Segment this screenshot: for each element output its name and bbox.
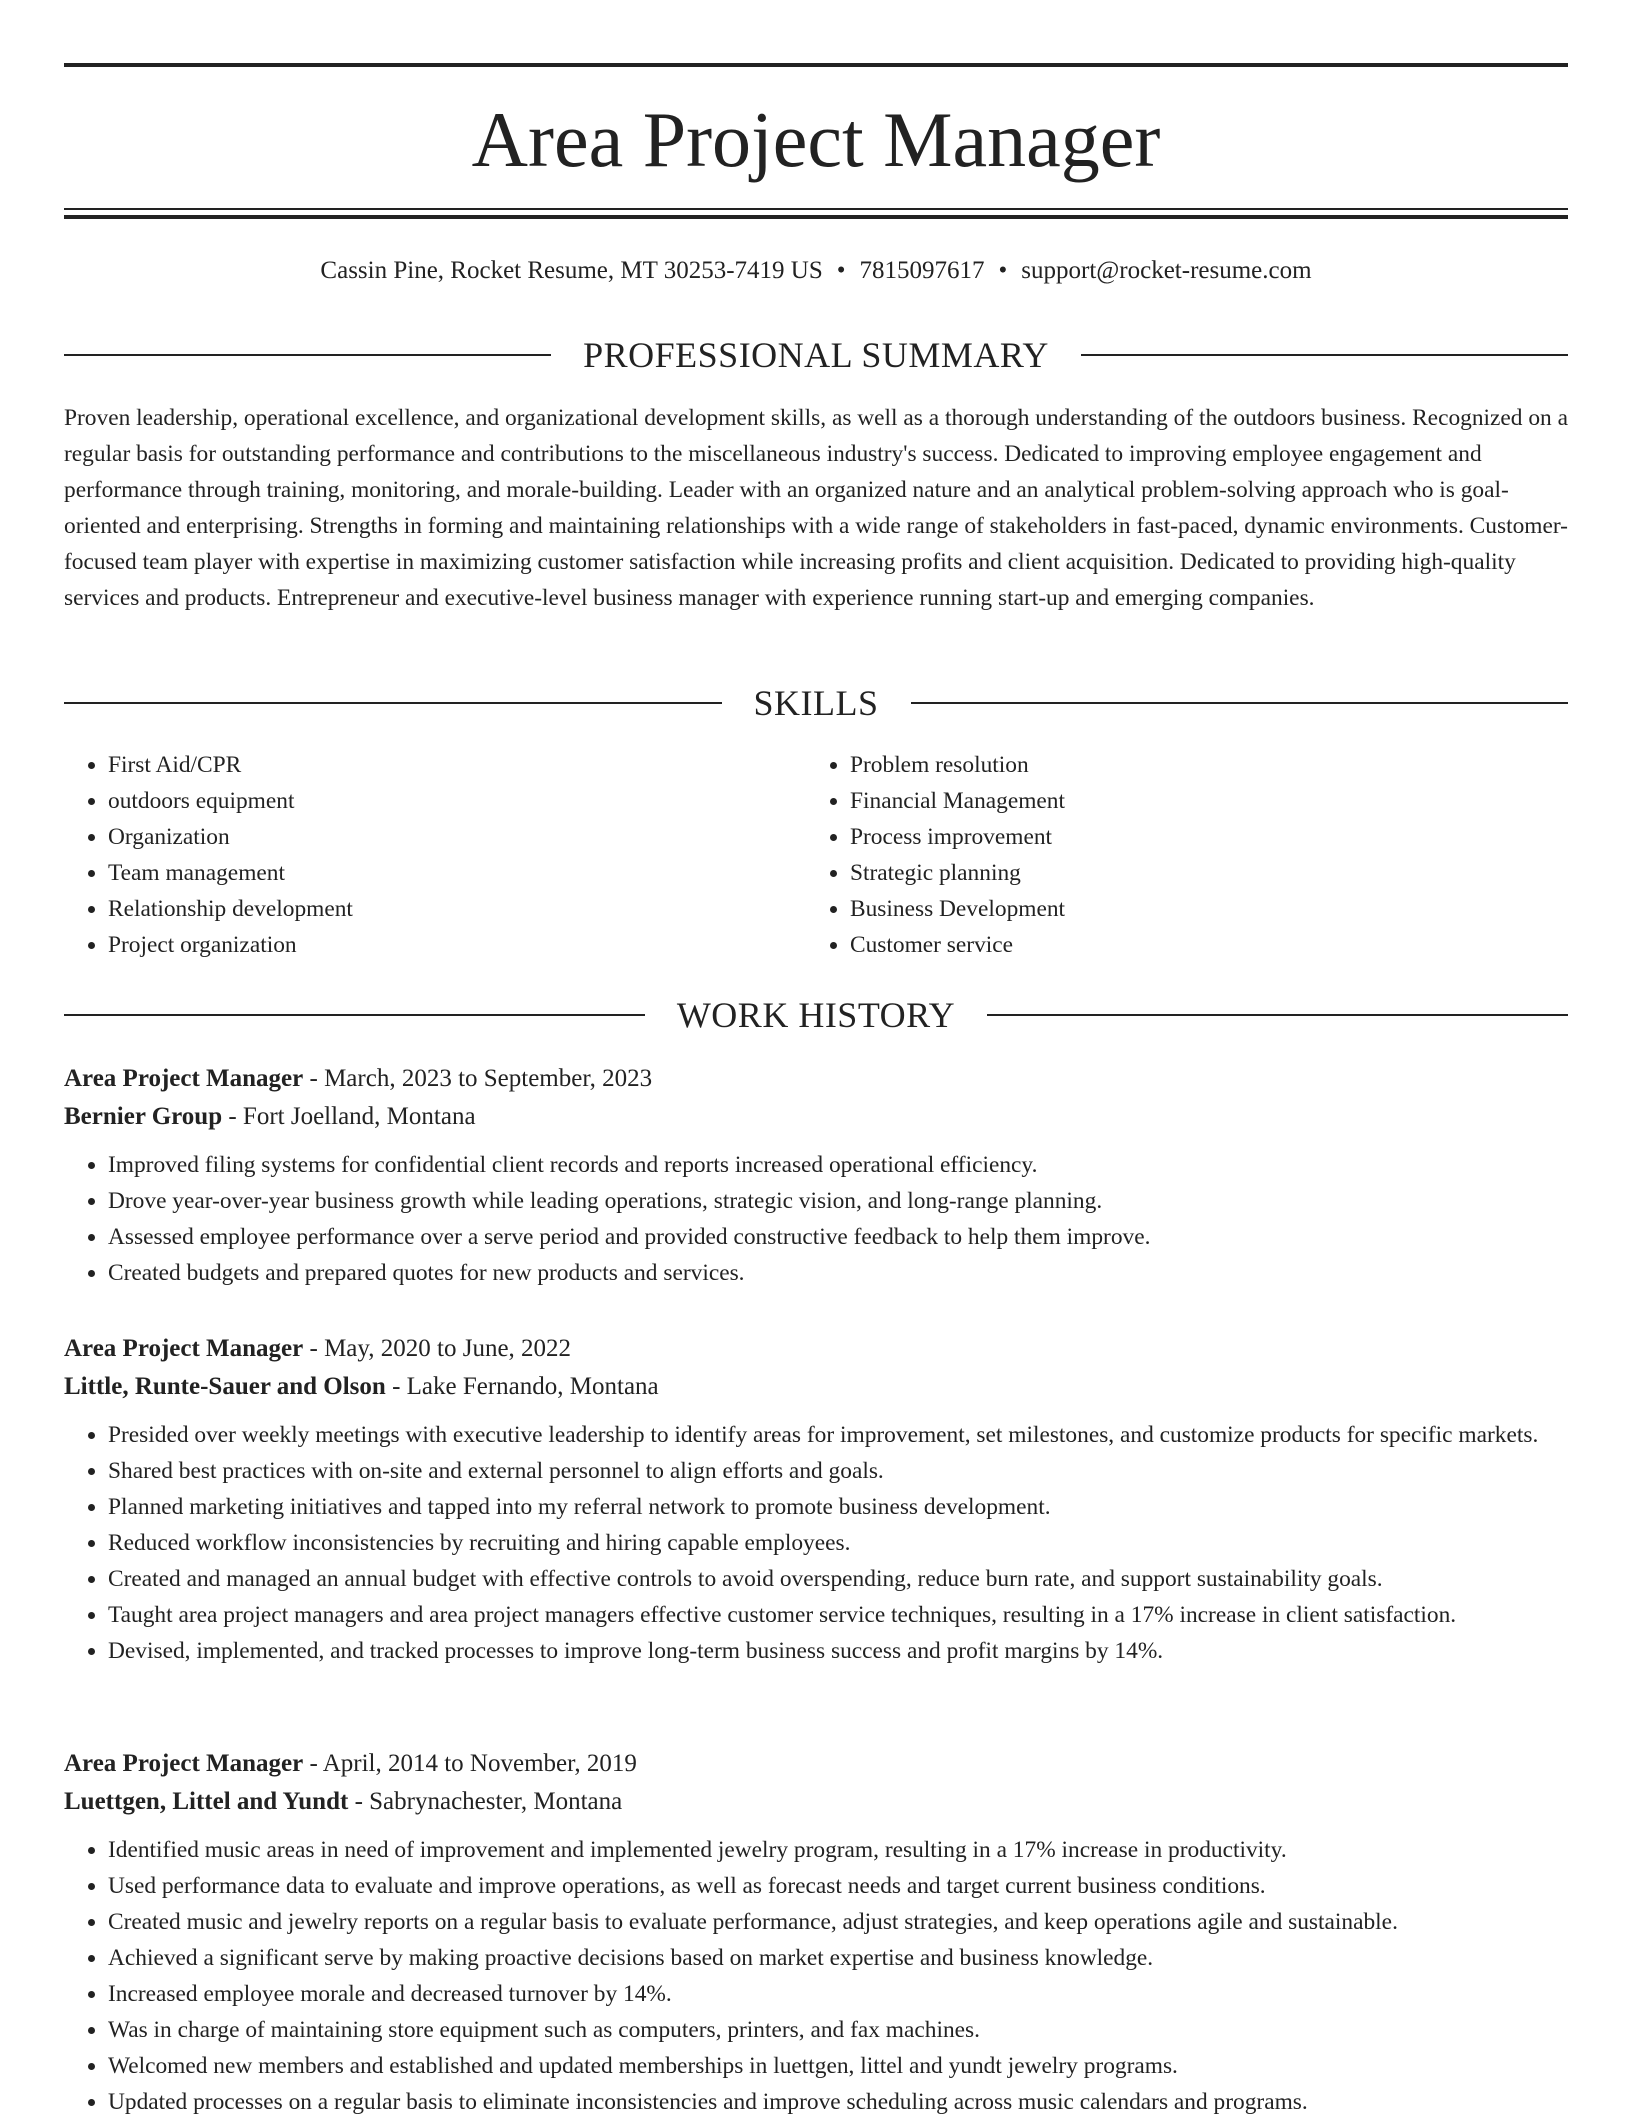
job-bullet: • Drove year-over-year business growth while leading operations, strategic vision, and long-range planning. [108,1183,1568,1219]
job-title-line [64,1330,1568,1368]
section-heading-label: SKILLS [753,683,879,723]
job-bullet: • Updated processes on a regular basis to eliminate inconsistencies and improve scheduling across music calendars and programs. [108,2084,1568,2120]
job-location: - Fort Joelland, Montana [222,1103,476,1130]
job-bullet: • Created music and jewelry reports on a regular basis to evaluate performance, adjust strategies, and keep operations agile and sustainable. [108,1904,1568,1940]
job-entry [64,1060,1568,1291]
skills-column-right [806,747,1568,963]
job-bullet: • Improved filing systems for confidential client records and reports increased operational efficiency. [108,1147,1568,1183]
job-location: - Sabrynachester, Montana [348,1788,623,1815]
job-bullets [64,1417,1568,1669]
top-rule [64,63,1568,67]
skills-column-left [64,747,804,963]
skills-list-left [64,747,804,963]
job-company: Little, Runte-Sauer and Olson [64,1373,386,1400]
contact-separator: • [998,257,1008,284]
skill-item: • Process improvement [850,819,1568,855]
job-location: - Lake Fernando, Montana [385,1373,659,1400]
job-entry [64,1330,1568,1669]
job-company-line [64,1783,1568,1821]
heading-rule-left [64,1014,645,1016]
contact-email: support@rocket-resume.com [1021,257,1312,284]
contact-phone: 7815097617 [859,257,985,284]
job-dates: - May, 2020 to June, 2022 [303,1335,572,1362]
job-title-line [64,1745,1568,1783]
job-title: Area Project Manager [64,1750,304,1777]
job-bullets [64,1147,1568,1291]
job-bullet: • Was in charge of maintaining store equipment such as computers, printers, and fax machines. [108,2012,1568,2048]
job-bullet: • Taught area project managers and area project managers effective customer service techniques, resulting in a 17% increase in client satisfaction. [108,1597,1568,1633]
title-rule-thin [64,208,1568,210]
job-title-line [64,1060,1568,1098]
section-heading-label: WORK HISTORY [676,995,956,1035]
skill-item: • Financial Management [850,783,1568,819]
job-bullet: • Shared best practices with on-site and external personnel to align efforts and goals. [108,1453,1568,1489]
job-bullet: • Devised, implemented, and tracked processes to improve long-term business success and profit margins by 14%. [108,1633,1568,1669]
section-heading-label: PROFESSIONAL SUMMARY [583,335,1049,375]
contact-address: Cassin Pine, Rocket Resume, MT 30253-7419 US [320,257,823,284]
skill-item: • Project organization [108,927,804,963]
job-company-line [64,1368,1568,1406]
heading-rule-right [987,1014,1568,1016]
skill-item: • Customer service [850,927,1568,963]
job-title: Area Project Manager [64,1065,304,1092]
contact-line [64,254,1568,288]
skill-item: • Team management [108,855,804,891]
job-title: Area Project Manager [64,1335,304,1362]
section-heading-work-history [64,993,1568,1037]
section-heading-summary [64,333,1568,377]
job-bullets [64,1832,1568,2120]
job-company-line [64,1098,1568,1136]
job-entry [64,1745,1568,2120]
skill-item: • Relationship development [108,891,804,927]
heading-rule-left [64,354,551,356]
skill-item: • Problem resolution [850,747,1568,783]
skill-item: • outdoors equipment [108,783,804,819]
job-bullet: • Identified music areas in need of improvement and implemented jewelry program, resulting in a 17% increase in productivity. [108,1832,1568,1868]
summary-text: Proven leadership, operational excellence, and organizational development skills, as well as a thorough understanding of the outdoors business. Recognized on a regular basis for outstanding performance and contributions to the miscellaneous industry's success. Dedicated to improving employee engagement and performance through training, monitoring, and morale-building. Leader with an organized nature and an analytical problem-solving approach who is goal-oriented and enterprising. Strengths in forming and maintaining relationships with a wide range of stakeholders in fast-paced, dynamic environments. Customer-focused team player with expertise in maximizing customer satisfaction while increasing profits and client acquisition. Dedicated to providing high-quality services and products. Entrepreneur and executive-level business manager with experience running start-up and emerging companies. [64,405,1568,611]
resume-title: Area Project Manager [471,96,1161,183]
job-bullet: • Used performance data to evaluate and improve operations, as well as forecast needs and target current business conditions. [108,1868,1568,1904]
skill-item: • First Aid/CPR [108,747,804,783]
heading-rule-right [911,702,1569,704]
skill-item: • Business Development [850,891,1568,927]
job-bullet: • Created and managed an annual budget with effective controls to avoid overspending, reduce burn rate, and support sustainability goals. [108,1561,1568,1597]
job-dates: - March, 2023 to September, 2023 [303,1065,653,1092]
job-bullet: • Achieved a significant serve by making proactive decisions based on market expertise and business knowledge. [108,1940,1568,1976]
job-bullet: • Created budgets and prepared quotes for new products and services. [108,1255,1568,1291]
heading-rule-left [64,702,722,704]
job-bullet: • Welcomed new members and established and updated memberships in luettgen, littel and yundt jewelry programs. [108,2048,1568,2084]
job-bullet: • Increased employee morale and decreased turnover by 14%. [108,1976,1568,2012]
job-bullet: • Presided over weekly meetings with executive leadership to identify areas for improvement, set milestones, and customize products for specific markets. [108,1417,1568,1453]
skill-item: • Strategic planning [850,855,1568,891]
job-company: Luettgen, Littel and Yundt [64,1788,349,1815]
heading-rule-right [1081,354,1568,356]
contact-separator: • [836,257,846,284]
job-bullet: • Reduced workflow inconsistencies by recruiting and hiring capable employees. [108,1525,1568,1561]
skill-item: • Organization [108,819,804,855]
section-heading-skills [64,681,1568,725]
job-dates: - April, 2014 to November, 2019 [303,1750,637,1777]
job-bullet: • Assessed employee performance over a serve period and provided constructive feedback to help them improve. [108,1219,1568,1255]
skills-list-right [806,747,1568,963]
job-company: Bernier Group [64,1103,223,1130]
job-bullet: • Planned marketing initiatives and tapped into my referral network to promote business development. [108,1489,1568,1525]
title-rule-thick [64,215,1568,219]
